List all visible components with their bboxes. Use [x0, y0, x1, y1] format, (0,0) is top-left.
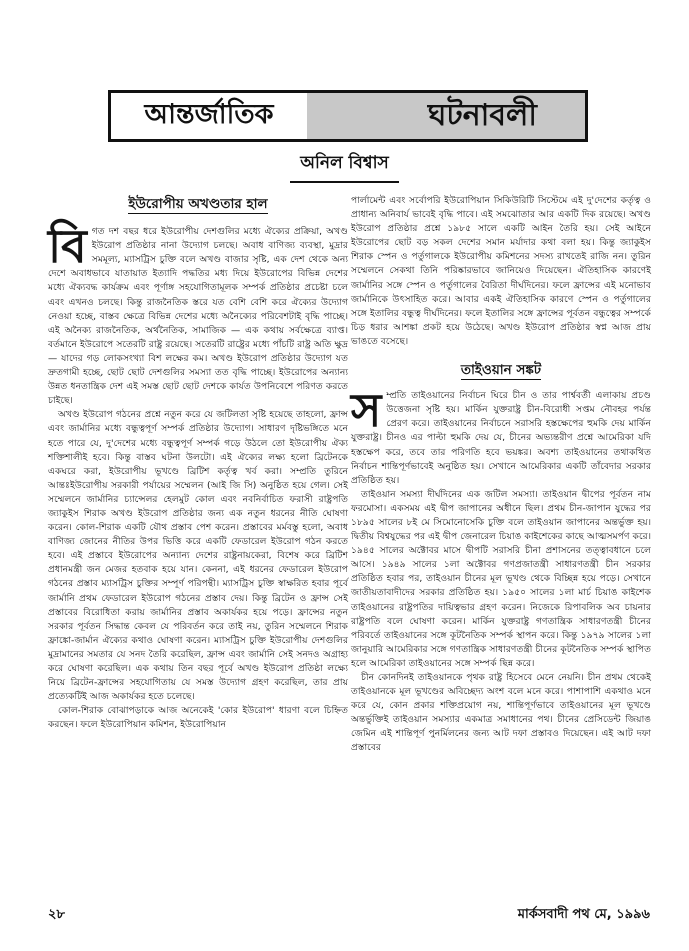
article-title-taiwan: তাইওয়ান সঙ্কট [460, 362, 542, 379]
article-paragraph: সম্প্রতি তাইওয়ানের নির্বাচন ঘিরে চীন ও তার পার্শ্ববর্তী এলাকায় প্রচণ্ড উত্তেজনা সৃষ্টি হয়। মার্কিন যুক্তরাষ্ট্র চীন-বিরোধী সপ্তম নৌবহর পর্যন্ত প্রেরণ করে। তাইওয়ানের নির্বাচনে সরাসরি হস্তক্ষেপের হুমকি দেয় মার্কিন যুক্তরাষ্ট্র। চীনও এর পাল্টা হুমকি দেয় যে, চীনের অভ্যন্তরীণ প্রশ্নে আমেরিকা যদি হস্তক্ষেপ করে, তবে তার পরিণতি হবে ভয়ঙ্কর। অবশ্য তাইওয়ানের তথাকথিত নির্বাচন শান্তিপূর্ণভাবেই অনুষ্ঠিত হয়। সেখানে আমেরিকার একটি তাঁবেদার সরকার প্রতিষ্ঠিত হয়। [351, 383, 651, 486]
author-name: অনিল বিশ্বাস [290, 148, 399, 183]
section-label: আন্তর্জাতিক [111, 93, 307, 139]
right-column [351, 194, 651, 756]
article-continuation: পার্লামেন্ট এবং সর্বোপরি ইউরোপিয়ান সিকিউরিটি সিস্টেমে এই দু'দেশের কর্তৃত্ব ও প্রাধান্য অনিবার্য ভাবেই বৃদ্ধি পাবে। এই সমঝোতার আর একটি দিক রয়েছে। অখণ্ড ইউরোপ প্রতিষ্ঠার প্রশ্নে ১৯৮৫ সালে একটি আইন তৈরি হয়। সেই আইনে ইউরোপের ছোট বড় সকল দেশের সমান মর্যাদার কথা বলা হয়। কিন্তু জ্যাকুইস শিরাক স্পেন ও পর্তুগালকে ইউরোপীয় কমিশনের সদস্য রাখতেই রাজি নন। তুরিন সম্মেলনে সেকথা তিনি পরিষ্কারভাবে জানিয়েও দিয়েছেন। ঐতিহাসিক কারণেই জার্মানির সঙ্গে স্পেন ও পর্তুগালের বৈরিতা দীর্ঘদিনের। ফলে ফ্রান্সের এই মনোভাব জার্মানিকে উৎসাহিত করে। আবার একই ঐতিহাসিক কারণে স্পেন ও পর্তুগালের সঙ্গে ইতালির বন্ধুত্ব দীর্ঘদিনের। ফলে ইতালির সঙ্গে ফ্রান্সের পূর্বতন বন্ধুত্বের সম্পর্কে চিড় ধরার আশঙ্কা প্রকট হয়ে উঠেছে। অখণ্ড ইউরোপ প্রতিষ্ঠার স্বপ্ন আজ প্রায় ভাঙতে বসেছে। [351, 195, 651, 347]
left-column [48, 197, 348, 732]
page-number: ২৮ [48, 906, 65, 922]
dropcap: স [351, 383, 382, 438]
dropcap: বি [48, 219, 87, 274]
article-title-europe: ইউরোপীয় অখণ্ডতার হাল [128, 196, 268, 212]
section-title: ঘটনাবলী [307, 93, 585, 139]
publication-name: মার্কসবাদী পথ মে, ১৯৯৬ [517, 906, 650, 922]
article-paragraph: বিগত দশ বছর ধরে ইউরোপীয় দেশগুলির মধ্যে ঐক্যের প্রক্রিয়া, অখণ্ড ইউরোপ প্রতিষ্ঠার নানা উদ্যোগ চলছে। অবাধ বাণিজ্য ব্যবস্থা, মুদ্রার সমমূল্য, ম্যাসট্রিস চুক্তি বলে অখণ্ড বাজার সৃষ্টি, এক দেশ থেকে অন্য দেশে অবাধভাবে যাতায়াত ইত্যাদি পদ্ধতির মধ্য দিয়ে ইউরোপের বিভিন্ন দেশের মধ্যে ঐক্যবদ্ধ কার্যক্রম এবং পূর্ণাঙ্গ সহযোগিতামূলক সম্পর্ক প্রতিষ্ঠার প্রচেষ্টা চলে এবং এখনও চলছে। কিন্তু রাজনৈতিক স্তরে যত বেশি বেশি করে ঐক্যের উদ্যোগ নেওয়া হচ্ছে, বাস্তব ক্ষেত্রে বিভিন্ন দেশের মধ্যে অনৈক্যের পরিবেশটাই বৃদ্ধি পাচ্ছে। এই অনৈক্য রাজনৈতিক, অর্থনৈতিক, সামাজিক — এক কথায় সর্বক্ষেত্রে ব্যাপ্ত। বর্তমানে ইউরোপে সতেরটি রাষ্ট্র রয়েছে। সতেরটি রাষ্ট্রের মধ্যে পাঁচটি রাষ্ট্র অতি ক্ষুদ্র — যাদের গড় লোকসংখ্যা বিশ লক্ষের কম। অখণ্ড ইউরোপ প্রতিষ্ঠার উদ্যোগ যত দ্রুতগামী হচ্ছে, ছোট ছোট দেশগুলির সমস্যা তত বৃদ্ধি পাচ্ছে। ইউরোপের অন্যান্য উন্নত ধনতান্ত্রিক দেশ এই সমস্ত ছোট ছোট দেশকে কার্যত উপনিবেশে পরিণত করতে চাইছে। [48, 219, 348, 407]
section-banner [108, 90, 588, 142]
article-paragraph: কোল-শিরাক বোঝাপড়াকে আজ অনেকেই 'কোর ইউরোপ' ধারণা বলে চিহ্নিত করছেন। ফলে ইউরোপিয়ান কমিশন, ইউরোপিয়ান [48, 705, 348, 731]
article-paragraph: অখণ্ড ইউরোপ গঠনের প্রশ্নে নতুন করে যে জটিলতা সৃষ্টি হয়েছে তাহলো, ফ্রান্স এবং জার্মানির মধ্যে বন্ধুত্বপূর্ণ সম্পর্ক প্রতিষ্ঠার উদ্যোগ। সাধারণ দৃষ্টিভঙ্গিতে মনে হতে পারে যে, দু'দেশের মধ্যে বন্ধুত্বপূর্ণ সম্পর্ক গড়ে উঠলে তো ইউরোপীয় ঐক্য শক্তিশালীই হবে। কিন্তু বাস্তব ঘটনা উলটো। এই ঐক্যের লক্ষ্য হলো ব্রিটেনকে একঘরে করা, ইউরোপীয় ভূখণ্ডে ব্রিটিশ কর্তৃত্ব খর্ব করা। সম্প্রতি তুরিনে আন্তঃইউরোপীয় সরকারী পর্যায়ের সম্মেলন (আই জি সি) অনুষ্ঠিত হয়ে গেল। সেই সম্মেলনে জার্মানির চ্যান্সেলর হেলমুট কোল এবং নবনির্বাচিত ফরাসী রাষ্ট্রপতি জ্যাকুইস শিরাক অখণ্ড ইউরোপ প্রতিষ্ঠার জন্য এক নতুন ধরনের নীতি ঘোষণা করেন। কোল-শিরাক একটি যৌথ প্রস্তাব পেশ করেন। প্রস্তাবের মর্মবস্তু হলো, অবাধ বাণিজ্য জোনের নীতির উপর ভিত্তি করে একটি ফেডারেল ইউরোপ গঠন করতে হবে। এই প্রস্তাবে ইউরোপের অন্যান্য দেশের রাষ্ট্রনায়কেরা, বিশেষ করে ব্রিটিশ প্রধানমন্ত্রী জন মেজর হতবাক হয়ে যান। কেননা, এই ধরনের ফেডারেল ইউরোপ গঠনের প্রস্তাব ম্যাসট্রিস চুক্তির সম্পূর্ণ পরিপন্থী। ম্যাসট্রিস চুক্তি স্বাক্ষরিত হবার পূর্বে জার্মানি প্রথম ফেডারেল ইউরোপ গঠনের প্রস্তাব দেয়। কিন্তু ব্রিটেন ও ফ্রান্স সেই প্রস্তাবের বিরোধিতা করায় জার্মানির প্রস্তাব অকার্যকর হয়ে পড়ে। ফ্রান্সের নতুন সরকার পূর্বতন সিদ্ধান্ত কেবল যে পরিবর্তন করে তাই নয়, তুরিন সম্মেলনে শিরাক ফ্রাঙ্কো-জার্মান ঐক্যের কথাও ঘোষণা করেন। ম্যাসট্রিস চুক্তি ইউরোপীয় দেশগুলির মুদ্রামানের সমতার যে সনদ তৈরি করেছিল, ফ্রান্স এবং জার্মানি সেই সনদও অগ্রাহ্য করে ঘোষণা করেছিল। এক কথায় তিন বছর পূর্বে অখণ্ড ইউরোপ প্রতিষ্ঠা লক্ষ্যে নিয়ে ব্রিটেন-ফ্রান্সের সহযোগিতায় যে সমস্ত উদ্যোগ গ্রহণ করেছিল, তার প্রায় প্রত্যেকটিই আজ অকার্যকর হতে চলেছে। [48, 409, 348, 703]
author-byline [0, 148, 689, 183]
page-footer [48, 904, 650, 926]
article-paragraph: তাইওয়ান সমস্যা দীর্ঘদিনের এক জটিল সমস্যা। তাইওয়ান দ্বীপের পূর্বতন নাম ফরমোসা। একসময় এই দ্বীপ জাপানের অধীনে ছিল। প্রথম চীন-জাপান যুদ্ধের পর ১৮৯৫ সালের ৮ই মে সিমোনোসেকি চুক্তি বলে তাইওয়ান জাপানের অন্তর্ভুক্ত হয়। দ্বিতীয় বিশ্বযুদ্ধের পর এই দ্বীপ জেনারেল চিয়াঙ কাইশেকের কাছে আত্মসমর্পণ করে। ১৯৪৫ সালের অক্টোবর মাসে দ্বীপটি সরাসরি চীনা প্রশাসনের তত্ত্বাবধানে চলে আসে। ১৯৪৯ সালের ১লা অক্টোবর গণপ্রজাতন্ত্রী সাধারণতন্ত্রী চীন সরকার প্রতিষ্ঠিত হবার পর, তাইওয়ান চীনের মূল ভূখণ্ড থেকে বিচ্ছিন্ন হয়ে পড়ে। সেখানে জাতীয়তাবাদীদের সরকার প্রতিষ্ঠিত হয়। ১৯৫০ সালের ১লা মার্চ চিয়াঙ কাইশেক তাইওয়ানের রাষ্ট্রপতির দায়িত্বভার গ্রহণ করেন। নিজেকে রিপাবলিক অব চায়নার রাষ্ট্রপতি বলে ঘোষণা করেন। মার্কিন যুক্তরাষ্ট্র গণতান্ত্রিক সাধারণতন্ত্রী চীনের পরিবর্তে তাইওয়ানের সঙ্গে কূটনৈতিক সম্পর্ক স্থাপন করে। কিন্তু ১৯৭৯ সালের ১লা জানুয়ারি আমেরিকার সঙ্গে গণতান্ত্রিক সাধারণতন্ত্রী চীনের কূটনৈতিক সম্পর্ক স্থাপিত হলে আমেরিকা তাইওয়ানের সঙ্গে সম্পর্ক ছিন্ন করে। [351, 488, 651, 669]
article-paragraph: চীন কোনদিনই তাইওয়ানকে পৃথক রাষ্ট্র হিসেবে মেনে নেয়নি। চীন প্রথম থেকেই তাইওয়ানকে মূল ভূখণ্ডের অবিচ্ছেদ্য অংশ বলে মনে করে। পাশাপাশি একথাও মনে করে যে, কোন প্রকার শক্তিপ্রয়োগ নয়, শান্তিপূর্ণভাবে তাইওয়ানের মূল ভূখণ্ডে অন্তর্ভুক্তিই তাইওয়ান সমস্যার একমাত্র সমাধানের পথ। চীনের প্রেসিডেন্ট জিয়াঙ জেমিন এই শান্তিপূর্ণ পুনর্মিলনের জন্য আট দফা প্রস্তাবও দিয়েছেন। এই আট দফা প্রস্তাবের [351, 672, 651, 754]
